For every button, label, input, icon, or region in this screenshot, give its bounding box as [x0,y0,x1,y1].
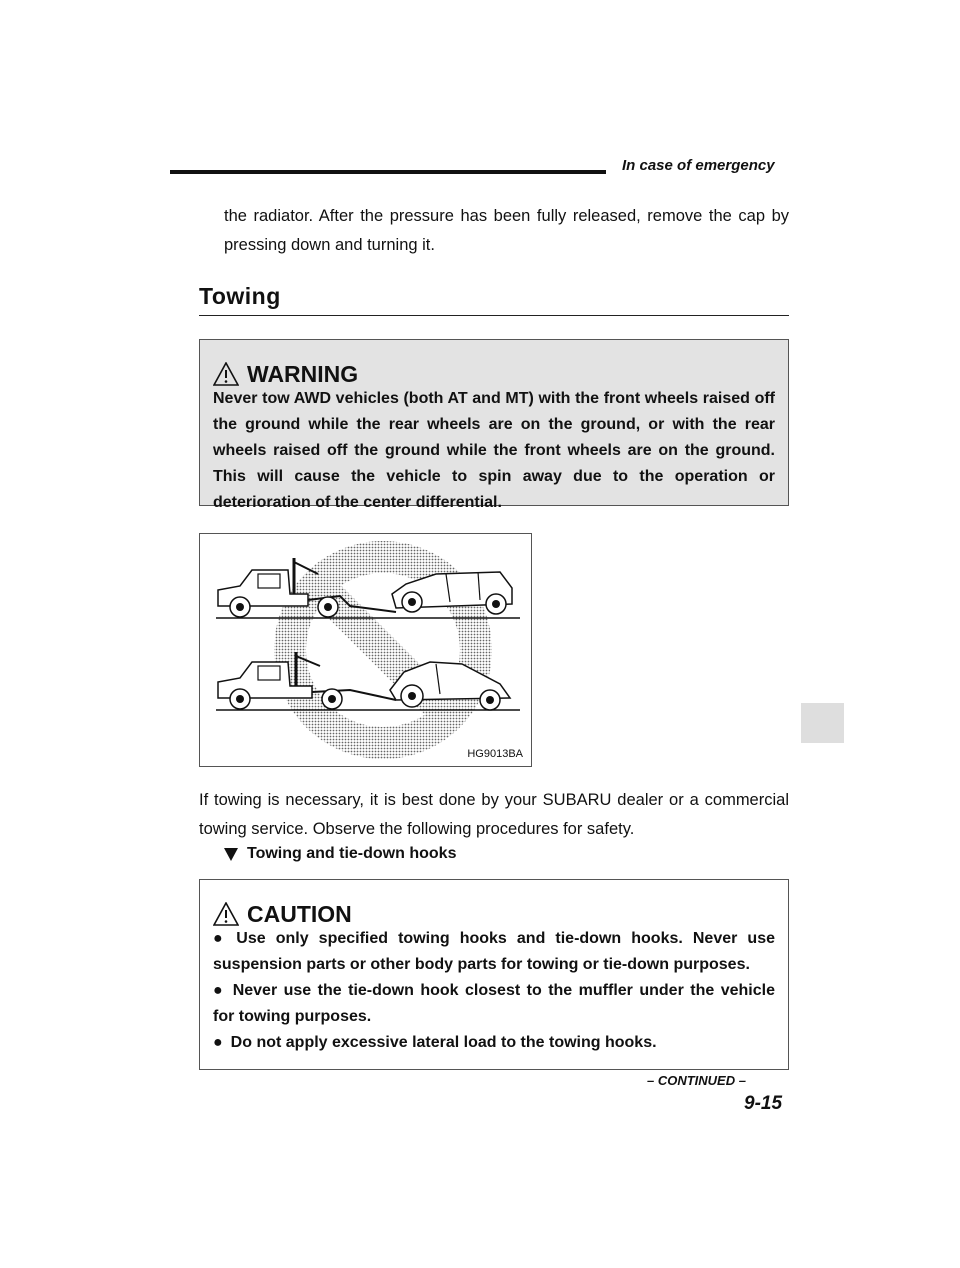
warning-label: WARNING [247,361,359,387]
bullet-icon: ● [213,1034,223,1051]
running-header: In case of emergency [622,157,775,174]
warning-heading [213,352,775,386]
subheading [224,845,456,863]
caution-item [213,1030,775,1056]
page-number: 9-15 [744,1093,783,1114]
towing-illustration [199,533,532,767]
section-rule [199,315,789,316]
continued-label: – CONTINUED – [647,1073,746,1088]
body-paragraph: If towing is necessary, it is best done by your SUBARU dealer or a commercial towing service. Observe the following procedures for safety. [199,791,789,838]
intro-paragraph: the radiator. After the pressure has been fully released, remove the cap by pressing down and turning it. [224,207,789,254]
bullet-icon: ● [213,982,225,999]
caution-triangle-icon [213,902,239,926]
prohibited-towing-illustration-icon [200,534,531,766]
header-rule [170,170,606,174]
caution-heading [213,892,775,926]
subheading-text: Towing and tie-down hooks [247,845,457,862]
caution-item-text: Never use the tie-down hook closest to the muffler under the vehicle for towing purposes. [213,982,775,1025]
chapter-tab [801,703,844,743]
triangle-down-icon [224,848,238,861]
figure-code: HG9013BA [467,748,523,760]
warning-text: Never tow AWD vehicles (both AT and MT) with the front wheels raised off the ground while the rear wheels are on the ground, or with the rear wheels raised off the ground while the front wheels are on the ground. This will cause the vehicle to spin away due to the operation or deterioration of the center differential. [213,390,775,511]
warning-box [199,339,789,511]
caution-item [213,978,775,1030]
caution-label: CAUTION [247,901,352,927]
caution-box [199,879,789,1070]
bullet-icon: ● [213,930,229,947]
caution-item [213,926,775,978]
warning-triangle-icon [213,362,239,386]
section-title: Towing [199,283,281,309]
caution-item-text: Do not apply excessive lateral load to the towing hooks. [230,1034,657,1051]
caution-item-text: Use only specified towing hooks and tie-down hooks. Never use suspension parts or other body parts for towing or tie-down purposes. [213,930,775,973]
